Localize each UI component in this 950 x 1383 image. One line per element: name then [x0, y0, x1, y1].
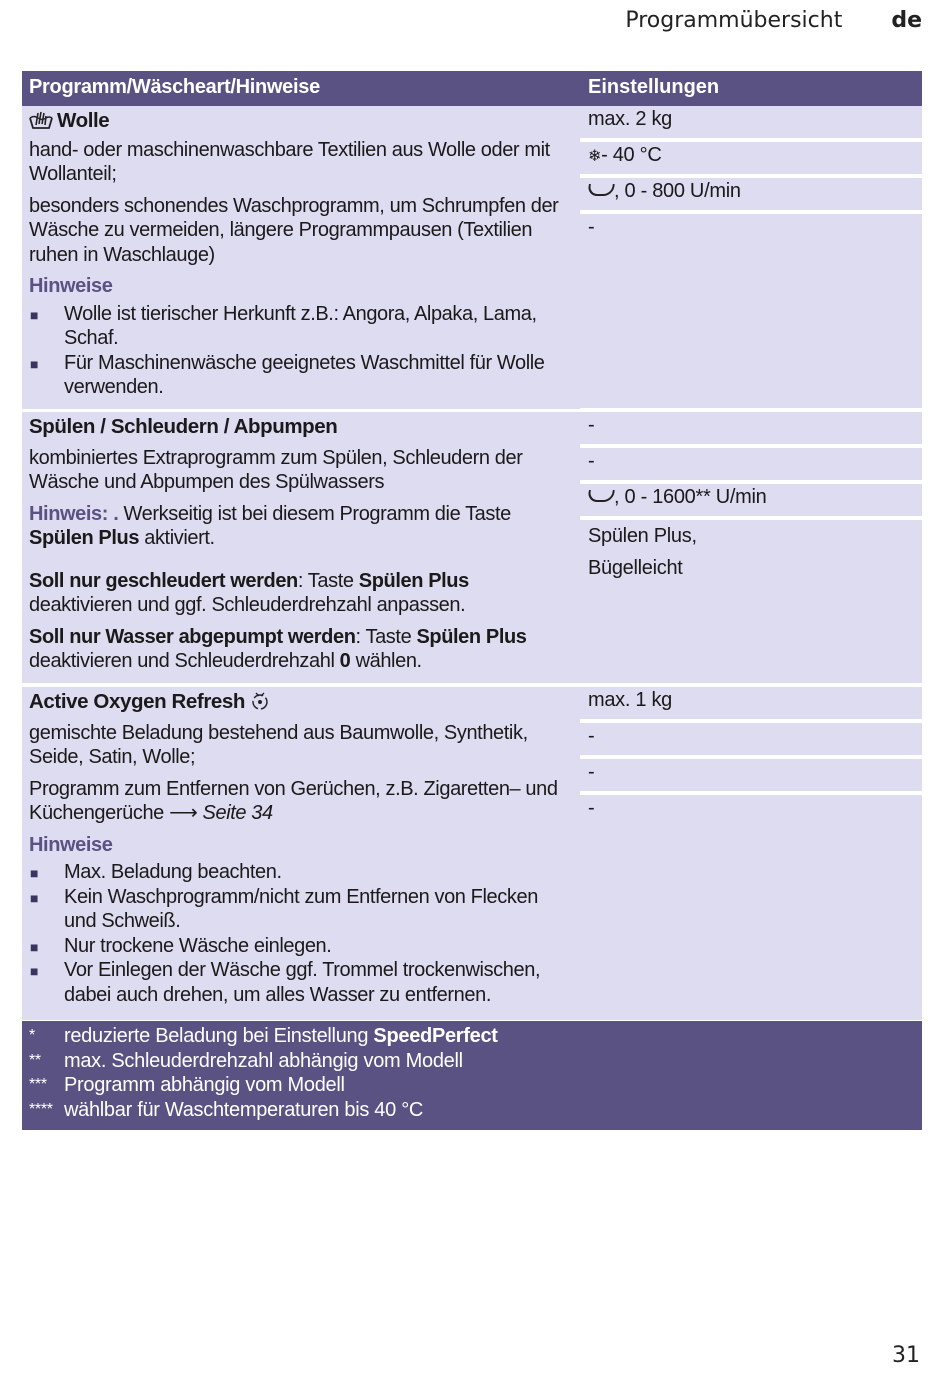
setting-extra: -	[580, 795, 922, 1020]
list-item	[29, 860, 572, 885]
section-title: Programmübersicht	[625, 8, 843, 33]
bullet-text: Max. Beladung beachten.	[64, 861, 282, 883]
program-description: hand- oder maschinenwaschbare Textilien aus Wolle oder mit Wollanteil;	[29, 138, 550, 185]
setting-load: max. 2 kg	[580, 106, 922, 138]
list-item	[29, 351, 572, 400]
bullet-icon: ■	[30, 306, 39, 323]
footnote-mark: *	[29, 1027, 35, 1044]
setting-temperature: -	[580, 723, 922, 755]
footnote-mark: **	[29, 1052, 41, 1069]
footnote	[29, 1098, 423, 1123]
bullet-icon: ■	[30, 938, 39, 955]
program-table	[22, 71, 922, 1020]
program-note	[29, 625, 572, 674]
setting-extra	[580, 520, 922, 683]
hint-label: Hinweise	[29, 275, 113, 297]
bullet-text: Nur trockene Wäsche einlegen.	[64, 934, 332, 957]
column-header-program: Programm/Wäscheart/Hinweise	[29, 76, 320, 98]
setting-extra-line: Spülen Plus,	[588, 525, 697, 547]
setting-spin	[580, 484, 922, 516]
program-title	[29, 690, 572, 715]
hint-bold: Spülen Plus	[29, 527, 140, 549]
bullet-text: Für Maschinenwäsche geeignetes Waschmittel für Wolle verwenden.	[64, 351, 545, 398]
footnote-text: max. Schleuderdrehzahl abhängig vom Modell	[64, 1050, 463, 1072]
list-item	[29, 934, 572, 959]
setting-load: max. 1 kg	[580, 687, 922, 719]
bullet-text: Vor Einlegen der Wäsche ggf. Trommel trockenwischen, dabei auch drehen, um alles Wasser zu entfernen.	[64, 959, 541, 1006]
note-text: deaktivieren und Schleuderdrehzahl	[29, 650, 340, 672]
settings-cell	[580, 687, 922, 1020]
spin-tub-icon	[587, 184, 615, 196]
table-row-active-oxygen	[22, 687, 922, 1020]
setting-temperature-text: - 40 °C	[601, 144, 662, 166]
footnotes	[22, 1021, 922, 1130]
bullet-icon: ■	[30, 963, 39, 979]
program-description-cell	[22, 106, 580, 409]
setting-temperature	[580, 142, 922, 174]
note-bold: Spülen Plus	[358, 569, 469, 592]
list-item	[29, 885, 572, 934]
note-text: : Taste	[355, 625, 417, 648]
footnote-mark: ***	[29, 1076, 47, 1093]
footnote-text: wählbar für Waschtemperaturen bis 40 °C	[64, 1099, 424, 1121]
active-oxygen-icon	[250, 691, 270, 711]
footnote	[29, 1073, 345, 1098]
program-title-text: Wolle	[57, 109, 110, 132]
note-bold: Soll nur geschleudert werden	[29, 569, 298, 592]
footnote	[29, 1049, 463, 1074]
hint-text: Werkseitig ist bei diesem Programm die Taste	[118, 502, 511, 525]
column-header-settings: Einstellungen	[588, 76, 720, 98]
hint-end: aktiviert.	[139, 527, 215, 549]
footnote-bold: SpeedPerfect	[373, 1025, 498, 1047]
spin-tub-icon	[587, 490, 615, 502]
setting-temperature: -	[580, 448, 922, 480]
program-description: gemischte Beladung bestehend aus Baumwolle, Synthetik, Seide, Satin, Wolle;	[29, 721, 528, 768]
program-note	[29, 569, 572, 618]
program-title: Spülen / Schleudern / Abpumpen	[29, 415, 338, 438]
description-text: Programm zum Entfernen von Gerüchen, z.B. Zigaretten– und Küchengerüche	[29, 777, 558, 824]
note-text: deaktivieren und ggf. Schleuderdrehzahl anpassen.	[29, 594, 466, 616]
page-number: 31	[892, 1343, 920, 1368]
setting-extra: -	[580, 214, 922, 408]
program-description: besonders schonendes Waschprogramm, um Schrumpfen der Wäsche zu vermeiden, längere Programmpausen (Textilien ruhen in Waschlauge)	[29, 194, 559, 266]
page-reference-link[interactable]: Seite 34	[202, 802, 273, 824]
table-header	[22, 71, 922, 106]
table-row-spuelen	[22, 412, 922, 687]
setting-extra-line: Bügelleicht	[588, 557, 683, 579]
list-item	[29, 302, 572, 351]
language-code: de	[891, 8, 922, 33]
settings-cell	[580, 106, 922, 412]
program-description-cell	[22, 412, 580, 683]
program-description	[29, 777, 572, 826]
bullet-icon: ■	[30, 889, 39, 906]
footnote-text: Programm abhängig vom Modell	[64, 1074, 345, 1096]
bullet-icon: ■	[30, 865, 39, 881]
note-text: wählen.	[350, 650, 422, 672]
setting-spin-text: , 0 - 800 U/min	[614, 180, 741, 202]
bullet-text: Wolle ist tierischer Herkunft z.B.: Angora, Alpaka, Lama, Schaf.	[64, 302, 537, 349]
note-bold: 0	[339, 650, 351, 672]
bullet-icon: ■	[30, 355, 39, 372]
note-text: : Taste	[297, 569, 359, 592]
setting-load: -	[580, 412, 922, 444]
arrow-right-icon: ⟶	[169, 802, 198, 824]
hint-label: Hinweis: .	[29, 502, 119, 525]
footnote-mark: ****	[29, 1101, 53, 1118]
note-bold: Spülen Plus	[416, 625, 527, 648]
program-title	[29, 109, 572, 134]
table-row-wolle	[22, 106, 922, 412]
snowflake-icon: ❄	[588, 148, 602, 165]
settings-cell	[580, 412, 922, 687]
program-description-cell	[22, 687, 580, 1020]
hand-wash-icon	[29, 110, 53, 130]
footnote	[29, 1024, 498, 1049]
page-header	[625, 8, 922, 33]
setting-spin: -	[580, 759, 922, 791]
setting-spin-text: , 0 - 1600** U/min	[614, 486, 767, 508]
note-bold: Soll nur Wasser abgepumpt werden	[29, 625, 356, 648]
hint-label: Hinweise	[29, 833, 113, 856]
program-title-text: Active Oxygen Refresh	[29, 690, 246, 713]
bullet-text: Kein Waschprogramm/nicht zum Entfernen von Flecken und Schweiß.	[64, 885, 538, 932]
list-item	[29, 958, 572, 1007]
program-hint	[29, 502, 572, 551]
footnote-text: reduzierte Beladung bei Einstellung	[64, 1025, 374, 1047]
setting-spin	[580, 178, 922, 210]
program-description: kombiniertes Extraprogramm zum Spülen, Schleudern der Wäsche und Abpumpen des Spülwassers	[29, 446, 523, 493]
